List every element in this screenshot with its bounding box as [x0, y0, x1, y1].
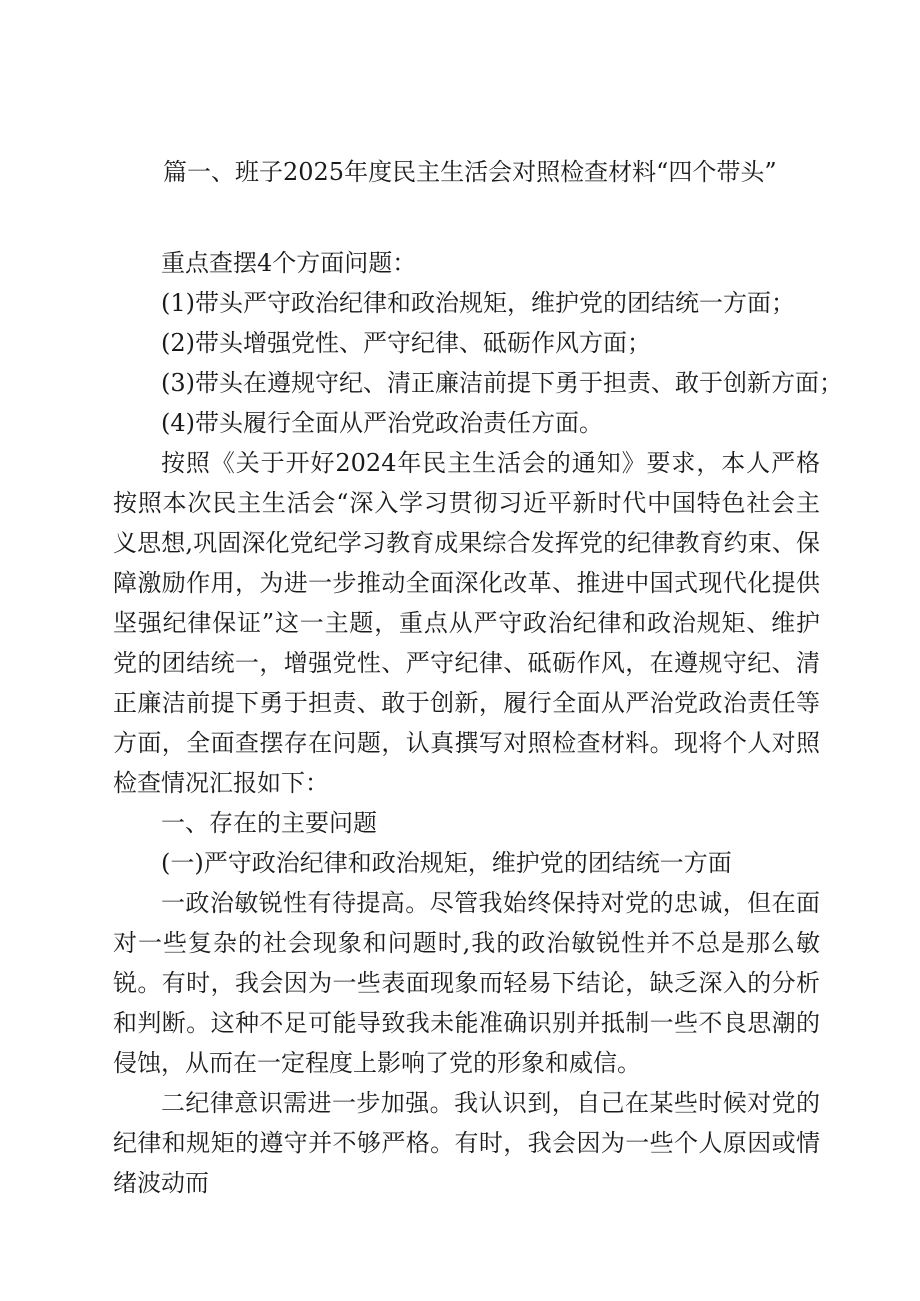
focus-item-1: (1)带头严守政治纪律和政治规矩，维护党的团结统一方面； — [161, 289, 795, 317]
section-heading-main-problems: 一、存在的主要问题 — [161, 809, 377, 837]
document-body — [113, 243, 843, 1203]
focus-item-2: (2)带头增强党性、严守纪律、砥砺作风方面； — [161, 329, 651, 357]
focus-item-3: (3)带头在遵规守纪、清正廉洁前提下勇于担责、敢于创新方面； — [161, 369, 843, 397]
intro-paragraph: 重点查摆4个方面问题： — [161, 249, 417, 277]
focus-item-4: (4)带头履行全面从严治党政治责任方面。 — [161, 409, 603, 437]
body-paragraph-political-sensitivity: 一政治敏锐性有待提高。尽管我始终保持对党的忠诚，但在面对一些复杂的社会现象和问题时,我的政治敏锐性并不总是那么敏锐。有时，我会因为一些表面现象而轻易下结论，缺乏深入的分析和判断。这种不足可能导致我未能准确识别并抵制一些不良思潮的侵蚀，从而在一定程度上影响了党的形象和威信。 — [113, 889, 820, 1077]
subsection-heading-political-discipline: (一)严守政治纪律和政治规矩，维护党的团结统一方面 — [161, 849, 732, 877]
document-title: 篇一、班子2025年度民主生活会对照检查材料“四个带头” — [163, 158, 777, 186]
body-paragraph-basis: 按照《关于开好2024年民主生活会的通知》要求，本人严格按照本次民主生活会“深入学习贯彻习近平新时代中国特色社会主义思想,巩固深化党纪学习教育成果综合发挥党的纪律教育约束、保障激励作用，为进一步推动全面深化改革、推进中国式现代化提供坚强纪律保证”这一主题，重点从严守政治纪律和政治规矩、维护党的团结统一，增强党性、严守纪律、砥砺作风，在遵规守纪、清正廉洁前提下勇于担责、敢于创新，履行全面从严治党政治责任等方面，全面查摆存在问题，认真撰写对照检查材料。现将个人对照检查情况汇报如下： — [113, 449, 820, 797]
body-paragraph-discipline-awareness: 二纪律意识需进一步加强。我认识到，自己在某些时候对党的纪律和规矩的遵守并不够严格。有时，我会因为一些个人原因或情绪波动而 — [113, 1089, 820, 1197]
